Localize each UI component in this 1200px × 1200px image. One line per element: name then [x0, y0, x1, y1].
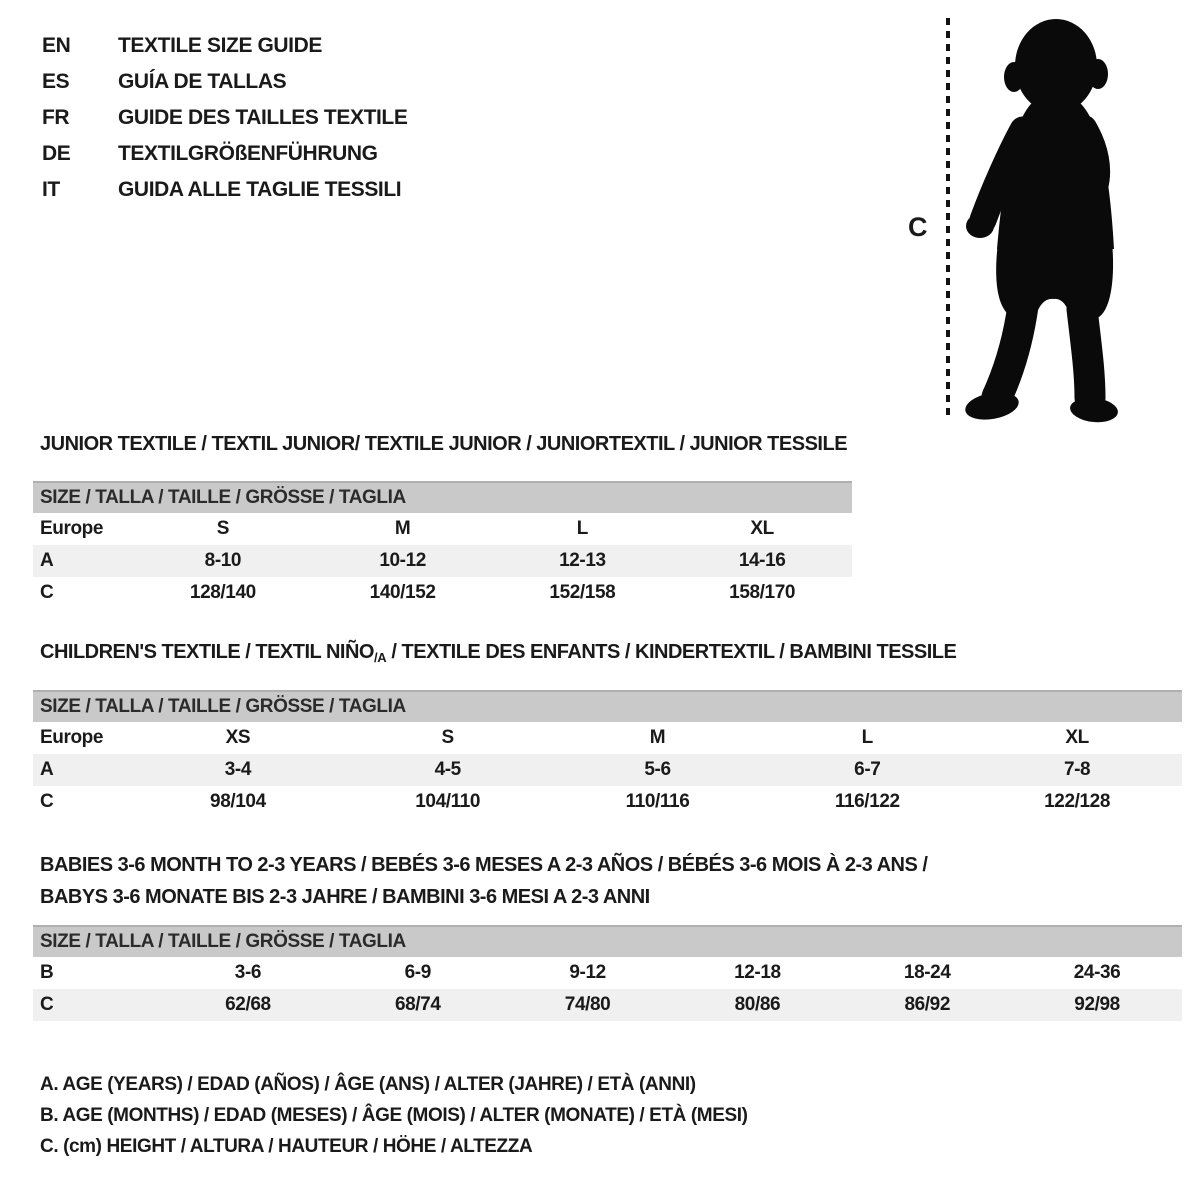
- row-label: Europe: [40, 727, 104, 748]
- language-row-es: [42, 64, 407, 100]
- months-cell: 24-36: [1073, 962, 1121, 983]
- age-cell: 7-8: [1063, 759, 1091, 780]
- language-code: IT: [42, 178, 60, 201]
- size-table-header: SIZE / TALLA / TAILLE / GRÖSSE / TAGLIA: [33, 690, 1182, 722]
- size-cell: XS: [225, 727, 251, 748]
- table-row-europe: [33, 513, 852, 545]
- table-row-age: [33, 754, 1182, 786]
- size-cell: S: [441, 727, 454, 748]
- height-cell: 128/140: [189, 582, 256, 603]
- guide-title: GUIDE DES TAILLES TEXTILE: [118, 106, 408, 129]
- height-cell: 110/116: [625, 791, 690, 812]
- height-cell: 80/86: [734, 994, 781, 1015]
- age-cell: 10-12: [379, 550, 426, 571]
- language-code: EN: [42, 34, 71, 57]
- table-row-height: [33, 577, 852, 609]
- age-cell: 6-7: [854, 759, 881, 780]
- size-cell: M: [394, 518, 411, 539]
- height-cell: 68/74: [394, 994, 441, 1015]
- row-label: Europe: [40, 518, 104, 539]
- age-cell: 5-6: [644, 759, 671, 780]
- children-size-table: [33, 690, 1182, 818]
- language-row-it: [42, 172, 407, 208]
- height-cell: 158/170: [729, 582, 796, 603]
- size-cell: XL: [750, 518, 774, 539]
- table-row-height: [33, 786, 1182, 818]
- size-table-header: SIZE / TALLA / TAILLE / GRÖSSE / TAGLIA: [33, 925, 1182, 957]
- height-cell: 116/122: [834, 791, 900, 812]
- children-heading-text: / TEXTILE DES ENFANTS / KINDERTEXTIL / BAMBINI TESSILE: [386, 641, 957, 663]
- language-row-fr: [42, 100, 407, 136]
- age-cell: 3-4: [224, 759, 252, 780]
- age-cell: 12-13: [559, 550, 606, 571]
- row-label: B: [40, 962, 54, 983]
- junior-table-body: [33, 513, 852, 609]
- months-cell: 18-24: [903, 962, 951, 983]
- table-row-months: [33, 957, 1182, 989]
- size-cell: L: [861, 727, 873, 748]
- children-table-body: [33, 722, 1182, 818]
- children-heading-subscript: /A: [373, 650, 387, 665]
- size-cell: L: [576, 518, 588, 539]
- babies-section-heading: [40, 849, 927, 913]
- row-label: C: [40, 994, 54, 1015]
- babies-heading-line2: BABYS 3-6 MONATE BIS 2-3 JAHRE / BAMBINI 3-6 MESI A 2-3 ANNI: [40, 886, 650, 908]
- months-cell: 12-18: [734, 962, 781, 983]
- height-measure-dashed-line: [946, 18, 950, 416]
- table-row-age: [33, 545, 852, 577]
- height-cell: 98/104: [210, 791, 266, 812]
- size-cell: XL: [1065, 727, 1089, 748]
- babies-heading-line1: BABIES 3-6 MONTH TO 2-3 YEARS / BEBÉS 3-6 MESES A 2-3 AÑOS / BÉBÉS 3-6 MOIS À 2-3 ANS /: [40, 854, 928, 876]
- size-cell: M: [649, 727, 666, 748]
- age-cell: 8-10: [204, 550, 242, 571]
- age-cell: 4-5: [434, 759, 461, 780]
- row-label: C: [40, 791, 54, 812]
- table-row-europe: [33, 722, 1182, 754]
- height-measure-label: C: [908, 212, 928, 242]
- language-row-en: [42, 28, 407, 64]
- row-label: A: [40, 550, 54, 571]
- legend-line-c: C. (cm) HEIGHT / ALTURA / HAUTEUR / HÖHE / ALTEZZA: [40, 1136, 533, 1157]
- language-code: DE: [42, 142, 71, 165]
- toddler-silhouette-icon: [963, 14, 1148, 424]
- junior-section-heading: JUNIOR TEXTILE / TEXTIL JUNIOR/ TEXTILE JUNIOR / JUNIORTEXTIL / JUNIOR TESSILE: [40, 433, 848, 455]
- months-cell: 6-9: [404, 962, 431, 983]
- height-cell: 74/80: [564, 994, 611, 1015]
- junior-size-table: [33, 481, 852, 609]
- months-cell: 3-6: [234, 962, 262, 983]
- height-cell: 152/158: [549, 582, 616, 603]
- children-heading-text: CHILDREN'S TEXTILE / TEXTIL NIÑO: [40, 641, 374, 663]
- guide-title: GUÍA DE TALLAS: [118, 70, 287, 93]
- height-cell: 92/98: [1074, 994, 1120, 1015]
- row-label: A: [40, 759, 54, 780]
- size-table-header: SIZE / TALLA / TAILLE / GRÖSSE / TAGLIA: [33, 481, 852, 513]
- legend-line-b: B. AGE (MONTHS) / EDAD (MESES) / ÂGE (MOIS) / ALTER (MONATE) / ETÀ (MESI): [40, 1105, 748, 1126]
- height-cell: 140/152: [369, 582, 436, 603]
- table-row-height: [33, 989, 1182, 1021]
- height-cell: 104/110: [415, 791, 481, 812]
- children-section-heading: [40, 641, 956, 664]
- months-cell: 9-12: [569, 962, 606, 983]
- language-code: ES: [42, 70, 70, 93]
- size-cell: S: [216, 518, 230, 539]
- language-title-list: [42, 28, 407, 208]
- row-label: C: [40, 582, 54, 603]
- legend-line-a: A. AGE (YEARS) / EDAD (AÑOS) / ÂGE (ANS) / ALTER (JAHRE) / ETÀ (ANNI): [40, 1074, 696, 1095]
- age-cell: 14-16: [738, 550, 786, 571]
- guide-title: TEXTILE SIZE GUIDE: [118, 34, 322, 57]
- babies-size-table: [33, 925, 1182, 1021]
- height-cell: 86/92: [904, 994, 950, 1015]
- measure-legend: [40, 1069, 748, 1162]
- guide-title: GUIDA ALLE TAGLIE TESSILI: [118, 178, 402, 201]
- language-row-de: [42, 136, 407, 172]
- guide-title: TEXTILGRÖßENFÜHRUNG: [118, 142, 378, 165]
- height-cell: 62/68: [225, 994, 271, 1015]
- language-code: FR: [42, 106, 70, 129]
- height-cell: 122/128: [1044, 791, 1111, 812]
- babies-table-body: [33, 957, 1182, 1021]
